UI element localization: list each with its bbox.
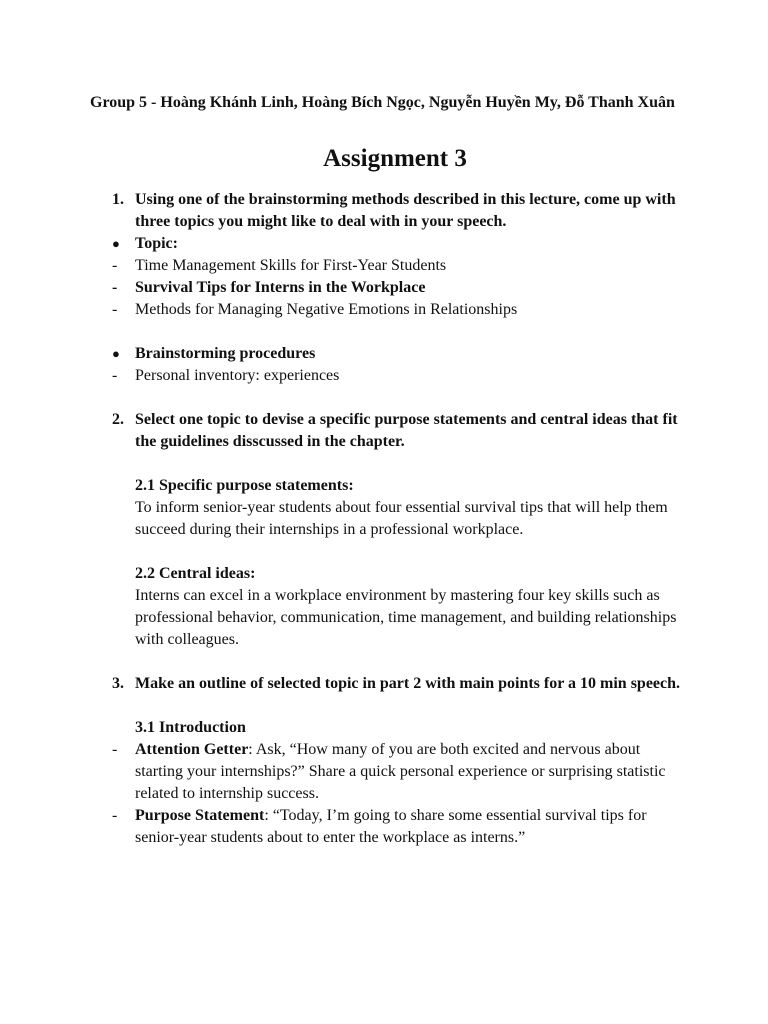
document-page (90, 92, 690, 849)
topic-heading (90, 233, 690, 255)
topic-text: Methods for Managing Negative Emotions in Relationships (135, 301, 518, 318)
question-text: Select one topic to devise a specific purpose statements and central ideas that fit the guidelines disscussed in the chapter. (135, 411, 678, 450)
outline-item-text: : Ask, “How many of you are both excited and nervous about starting your internships?” Share a quick personal experience or surprising statistic related to internship success. (135, 741, 666, 802)
outline-item-label: Purpose Statement (135, 807, 265, 824)
outline-item-text: : “Today, I’m going to share some essential survival tips for senior-year students about to enter the workplace as interns.” (135, 807, 647, 846)
question-number: 1. (112, 191, 124, 208)
bullet-icon: ● (112, 346, 120, 361)
question-2 (90, 409, 690, 453)
topic-text: Time Management Skills for First-Year Students (135, 257, 447, 274)
question-text: Using one of the brainstorming methods described in this lecture, come up with three topics you might like to deal with in your speech. (135, 191, 676, 230)
procedure-text: Personal inventory: experiences (135, 367, 340, 384)
dash-marker: - (112, 279, 118, 296)
dash-marker: - (112, 741, 118, 758)
assignment-title: Assignment 3 (323, 145, 467, 172)
specific-purpose-text: To inform senior-year students about four essential survival tips that will help them succeed during their internships in a professional workplace. (135, 499, 668, 538)
topic-item (90, 299, 690, 321)
question-number: 3. (112, 675, 124, 692)
procedures-heading (90, 343, 690, 365)
dash-marker: - (112, 257, 118, 274)
procedure-item (90, 365, 690, 387)
topic-label: Topic: (135, 235, 178, 252)
introduction-heading: 3.1 Introduction (135, 719, 246, 736)
dash-marker: - (112, 807, 118, 824)
topic-text: Survival Tips for Interns in the Workplace (135, 279, 426, 296)
dash-marker: - (112, 367, 118, 384)
central-ideas-heading: 2.2 Central ideas: (135, 565, 256, 582)
dash-marker: - (112, 301, 118, 318)
group-authors: Group 5 - Hoàng Khánh Linh, Hoàng Bích Ngọc, Nguyễn Huyền My, Đỗ Thanh Xuân (90, 94, 675, 111)
question-3 (90, 673, 690, 695)
outline-item (90, 739, 690, 805)
procedures-label: Brainstorming procedures (135, 345, 316, 362)
outline-item-label: Attention Getter (135, 741, 249, 758)
topic-item (90, 277, 690, 299)
topic-item (90, 255, 690, 277)
specific-purpose-heading: 2.1 Specific purpose statements: (135, 477, 354, 494)
question-number: 2. (112, 411, 124, 428)
central-ideas-text: Interns can excel in a workplace environment by mastering four key skills such as professional behavior, communication, time management, and building relationships with colleagues. (135, 587, 677, 648)
question-text: Make an outline of selected topic in part 2 with main points for a 10 min speech. (135, 675, 681, 692)
outline-item (90, 805, 690, 849)
question-1 (90, 189, 690, 233)
bullet-icon: ● (112, 236, 120, 251)
